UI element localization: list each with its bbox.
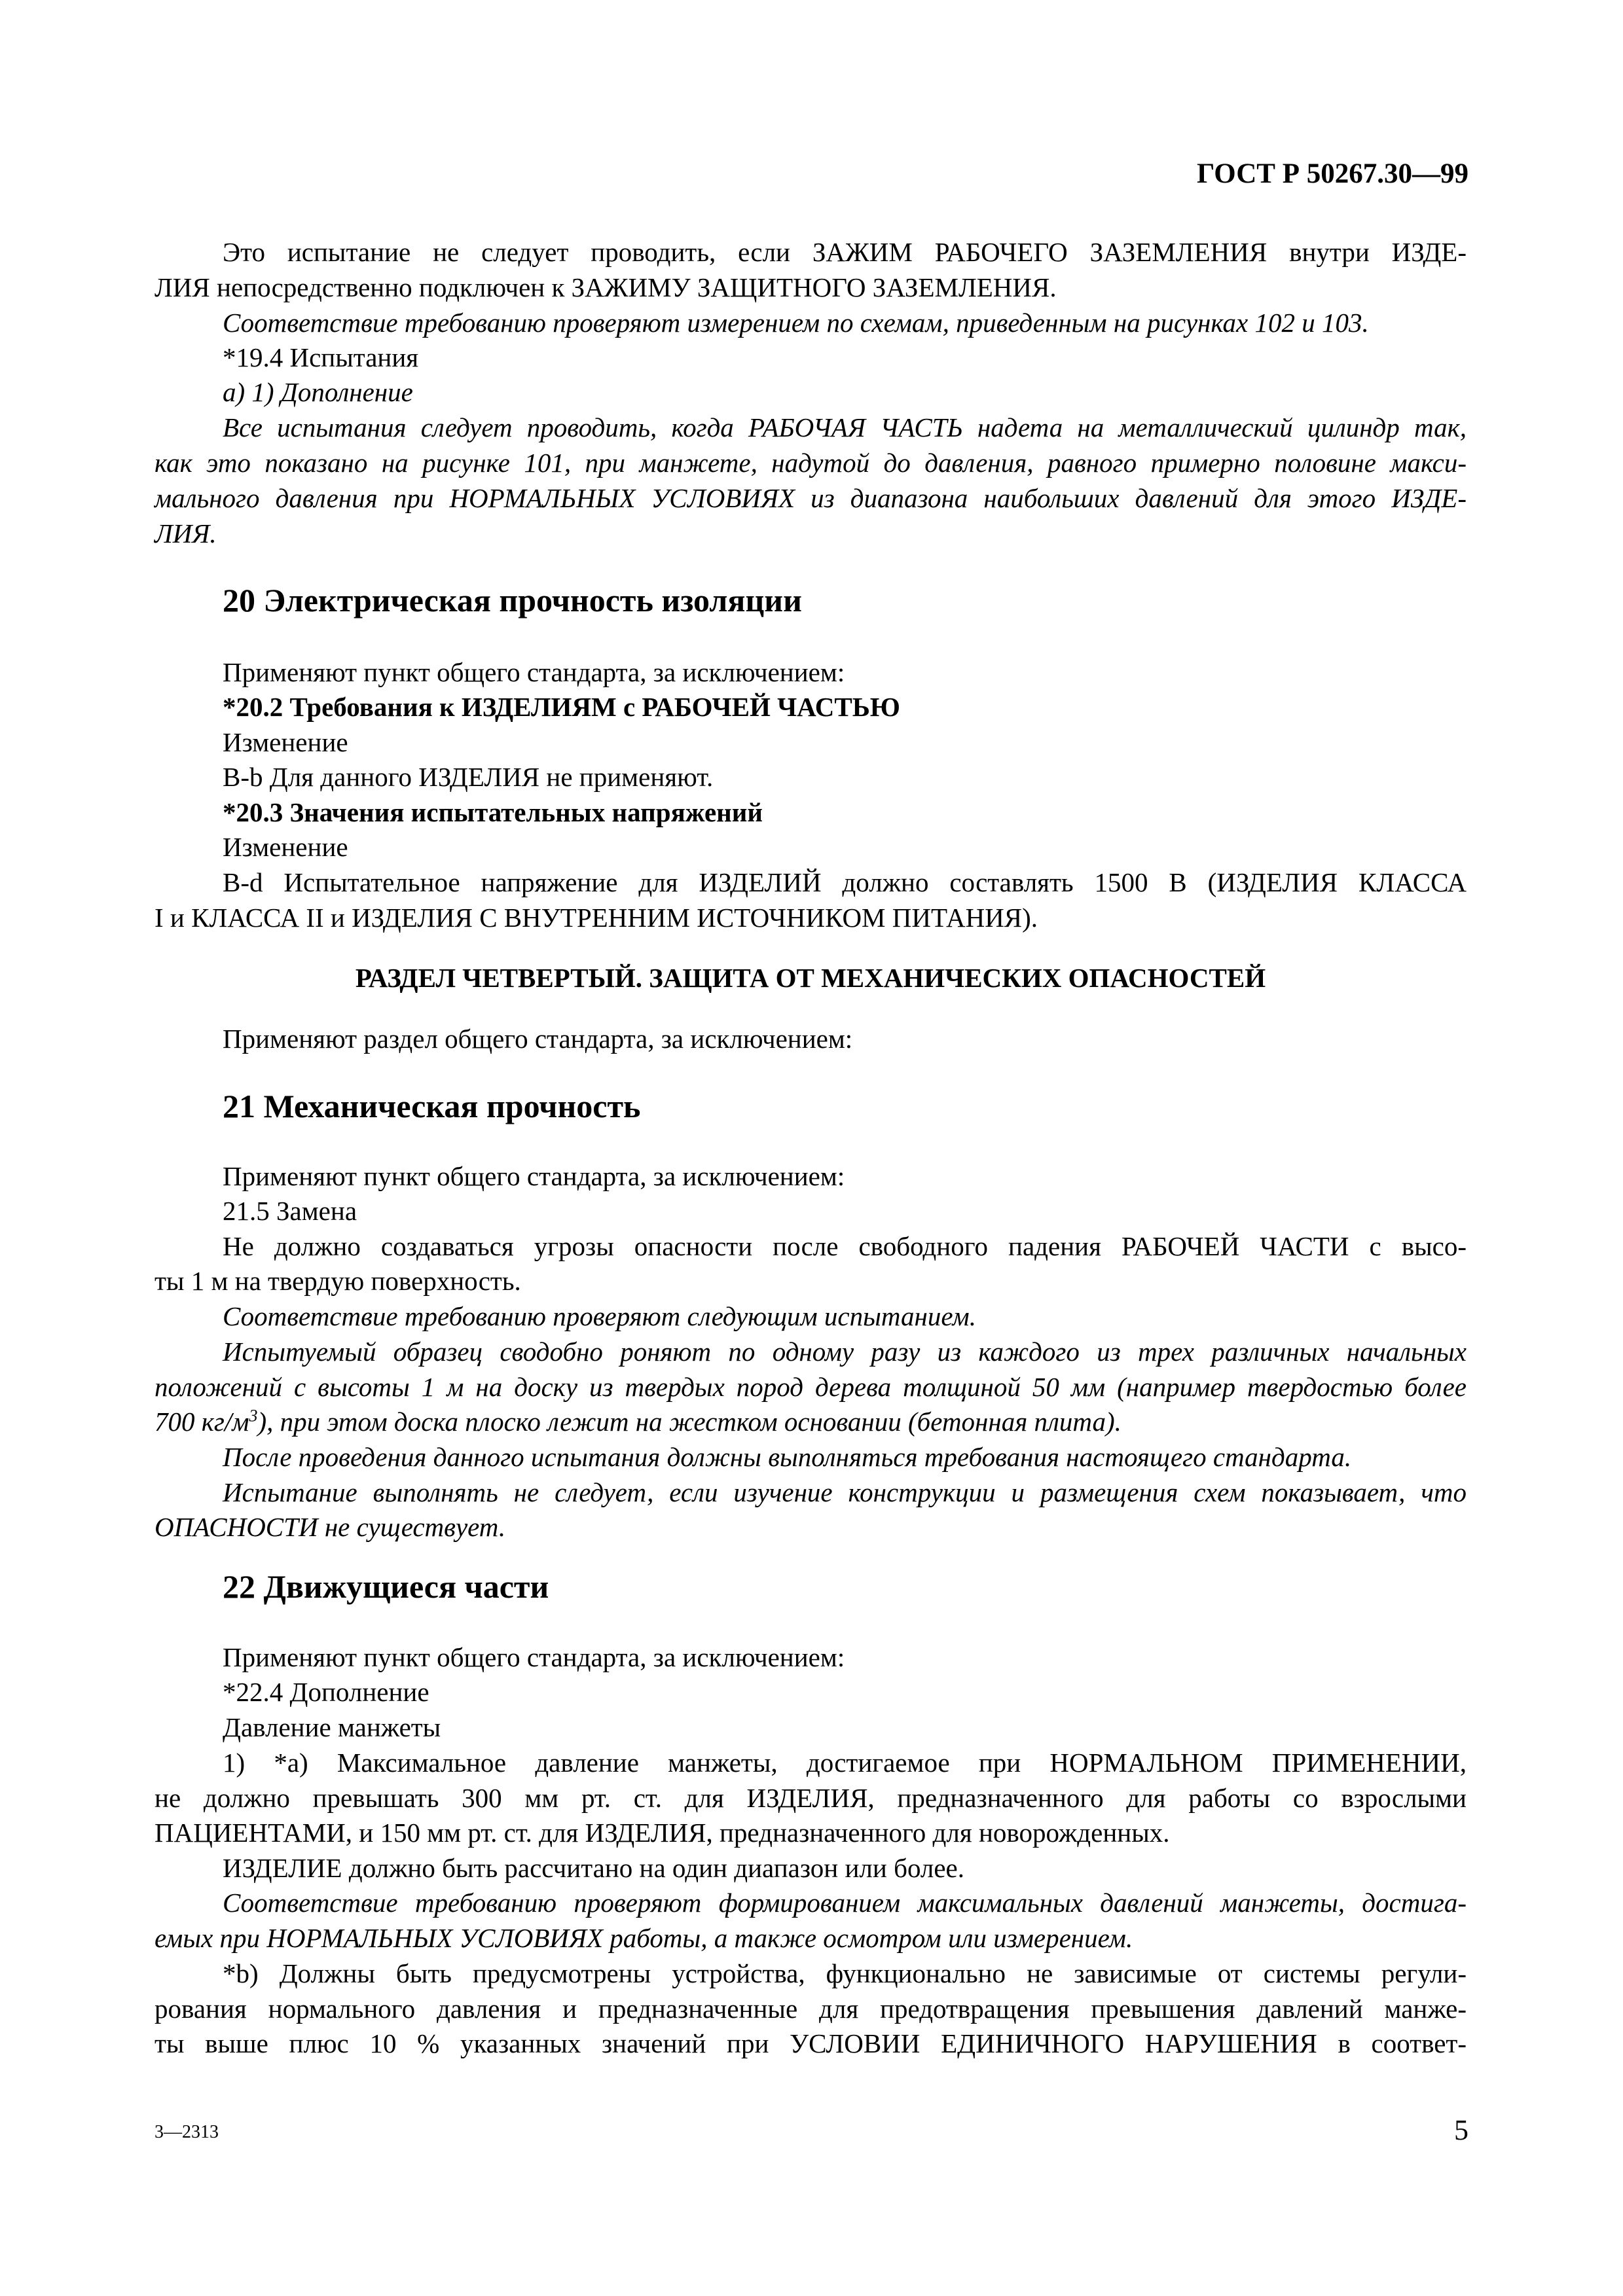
paragraph-line-italic: После проведения данного испытания должны выполняться требования настоящего стандарта. bbox=[223, 1442, 1352, 1472]
subclause-heading: *22.4 Дополнение bbox=[223, 1677, 429, 1707]
superscript-3: 3 bbox=[249, 1406, 258, 1426]
section-heading: 20 Электрическая прочность изоляции bbox=[223, 582, 802, 619]
paragraph-line-italic: а) 1) Дополнение bbox=[223, 377, 413, 407]
paragraph-line: ЛИЯ непосредственно подключен к ЗАЖИМУ ЗАЩИТНОГО ЗАЗЕМЛЕНИЯ. bbox=[155, 272, 1057, 302]
paragraph-line-italic: положений с высоты 1 м на доску из твердых пород дерева толщиной 50 мм (например твердостью более bbox=[155, 1372, 1467, 1402]
paragraph-line: ты выше плюс 10 % указанных значений при УСЛОВИИ ЕДИНИЧНОГО НАРУШЕНИЯ в соответ- bbox=[155, 2028, 1467, 2058]
density-value: 700 кг/м bbox=[155, 1407, 249, 1437]
paragraph-line-italic bbox=[155, 1404, 1122, 1439]
part-heading: РАЗДЕЛ ЧЕТВЕРТЫЙ. ЗАЩИТА ОТ МЕХАНИЧЕСКИХ ОПАСНОСТЕЙ bbox=[355, 963, 1266, 993]
paragraph-line: не должно превышать 300 мм рт. ст. для ИЗДЕЛИЯ, предназначенного для работы со взрослыми bbox=[155, 1783, 1467, 1813]
page-number: 5 bbox=[1454, 2114, 1468, 2146]
subclause-heading: *20.2 Требования к ИЗДЕЛИЯМ с РАБОЧЕЙ ЧАСТЬЮ bbox=[223, 692, 900, 722]
subclause-heading: 21.5 Замена bbox=[223, 1196, 357, 1226]
paragraph-line: Изменение bbox=[223, 727, 348, 757]
subclause-heading: *19.4 Испытания bbox=[223, 342, 419, 372]
paragraph-line-italic: Испытание выполнять не следует, если изучение конструкции и размещения схем показывает, что bbox=[223, 1477, 1467, 1507]
paragraph-line: рования нормального давления и предназначенные для предотвращения превышения давлений манже- bbox=[155, 1994, 1467, 2024]
paragraph-line-italic: ЛИЯ. bbox=[155, 518, 217, 548]
paragraph-line: Применяют пункт общего стандарта, за исключением: bbox=[223, 1642, 845, 1672]
paragraph-line: 1) *a) Максимальное давление манжеты, достигаемое при НОРМАЛЬНОМ ПРИМЕНЕНИИ, bbox=[223, 1748, 1467, 1778]
paragraph-line: I и КЛАССА II и ИЗДЕЛИЯ С ВНУТРЕННИМ ИСТОЧНИКОМ ПИТАНИЯ). bbox=[155, 903, 1038, 933]
footer-code: 3—2313 bbox=[155, 2122, 219, 2142]
paragraph-line: Применяют раздел общего стандарта, за исключением: bbox=[223, 1024, 853, 1054]
paragraph-line-italic: емых при НОРМАЛЬНЫХ УСЛОВИЯХ работы, а также осмотром или измерением. bbox=[155, 1923, 1133, 1953]
paragraph-line-italic: как это показано на рисунке 101, при манжете, надутой до давления, равного примерно половине макси- bbox=[155, 448, 1467, 478]
paragraph-line: В-d Испытательное напряжение для ИЗДЕЛИЙ должно составлять 1500 В (ИЗДЕЛИЯ КЛАССА bbox=[223, 867, 1467, 897]
density-continuation: ), при этом доска плоско лежит на жестком основании (бетонная плита). bbox=[257, 1407, 1122, 1437]
paragraph-line-italic: Соответствие требованию проверяют следующим испытанием. bbox=[223, 1301, 976, 1331]
paragraph-line: Не должно создаваться угрозы опасности после свободного падения РАБОЧЕЙ ЧАСТИ с высо- bbox=[223, 1231, 1467, 1261]
subclause-heading: *20.3 Значения испытательных напряжений bbox=[223, 797, 763, 827]
paragraph-line: Изменение bbox=[223, 832, 348, 862]
paragraph-line: В-b Для данного ИЗДЕЛИЯ не применяют. bbox=[223, 762, 714, 792]
section-heading: 22 Движущиеся части bbox=[223, 1568, 549, 1605]
paragraph-line: Давление манжеты bbox=[223, 1712, 441, 1742]
paragraph-line: Применяют пункт общего стандарта, за исключением: bbox=[223, 1161, 845, 1191]
paragraph-line-italic: мального давления при НОРМАЛЬНЫХ УСЛОВИЯХ из диапазона наибольших давлений для этого ИЗДЕ- bbox=[155, 483, 1467, 513]
paragraph-line: *b) Должны быть предусмотрены устройства, функционально не зависимые от системы регули- bbox=[223, 1958, 1467, 1988]
paragraph-line: Применяют пункт общего стандарта, за исключением: bbox=[223, 657, 845, 687]
paragraph-line-italic: ОПАСНОСТИ не существует. bbox=[155, 1512, 506, 1542]
paragraph-line: Это испытание не следует проводить, если ЗАЖИМ РАБОЧЕГО ЗАЗЕМЛЕНИЯ внутри ИЗДЕ- bbox=[223, 237, 1467, 267]
paragraph-line: ты 1 м на твердую поверхность. bbox=[155, 1266, 521, 1296]
document-header-number: ГОСТ Р 50267.30—99 bbox=[1196, 158, 1468, 189]
paragraph-line: ИЗДЕЛИЕ должно быть рассчитано на один диапазон или более. bbox=[223, 1853, 965, 1883]
paragraph-line: ПАЦИЕНТАМИ, и 150 мм рт. ст. для ИЗДЕЛИЯ, предназначенного для новорожденных. bbox=[155, 1818, 1170, 1848]
paragraph-line-italic: Соответствие требованию проверяют измерением по схемам, приведенным на рисунках 102 и 103. bbox=[223, 308, 1369, 338]
paragraph-line-italic: Соответствие требованию проверяют формированием максимальных давлений манжеты, достига- bbox=[223, 1888, 1467, 1918]
paragraph-line-italic: Все испытания следует проводить, когда РАБОЧАЯ ЧАСТЬ надета на металлический цилиндр так, bbox=[223, 412, 1467, 442]
section-heading: 21 Механическая прочность bbox=[223, 1088, 641, 1124]
paragraph-line-italic: Испытуемый образец сводобно роняют по одному разу из каждого из трех различных начальных bbox=[223, 1336, 1467, 1367]
